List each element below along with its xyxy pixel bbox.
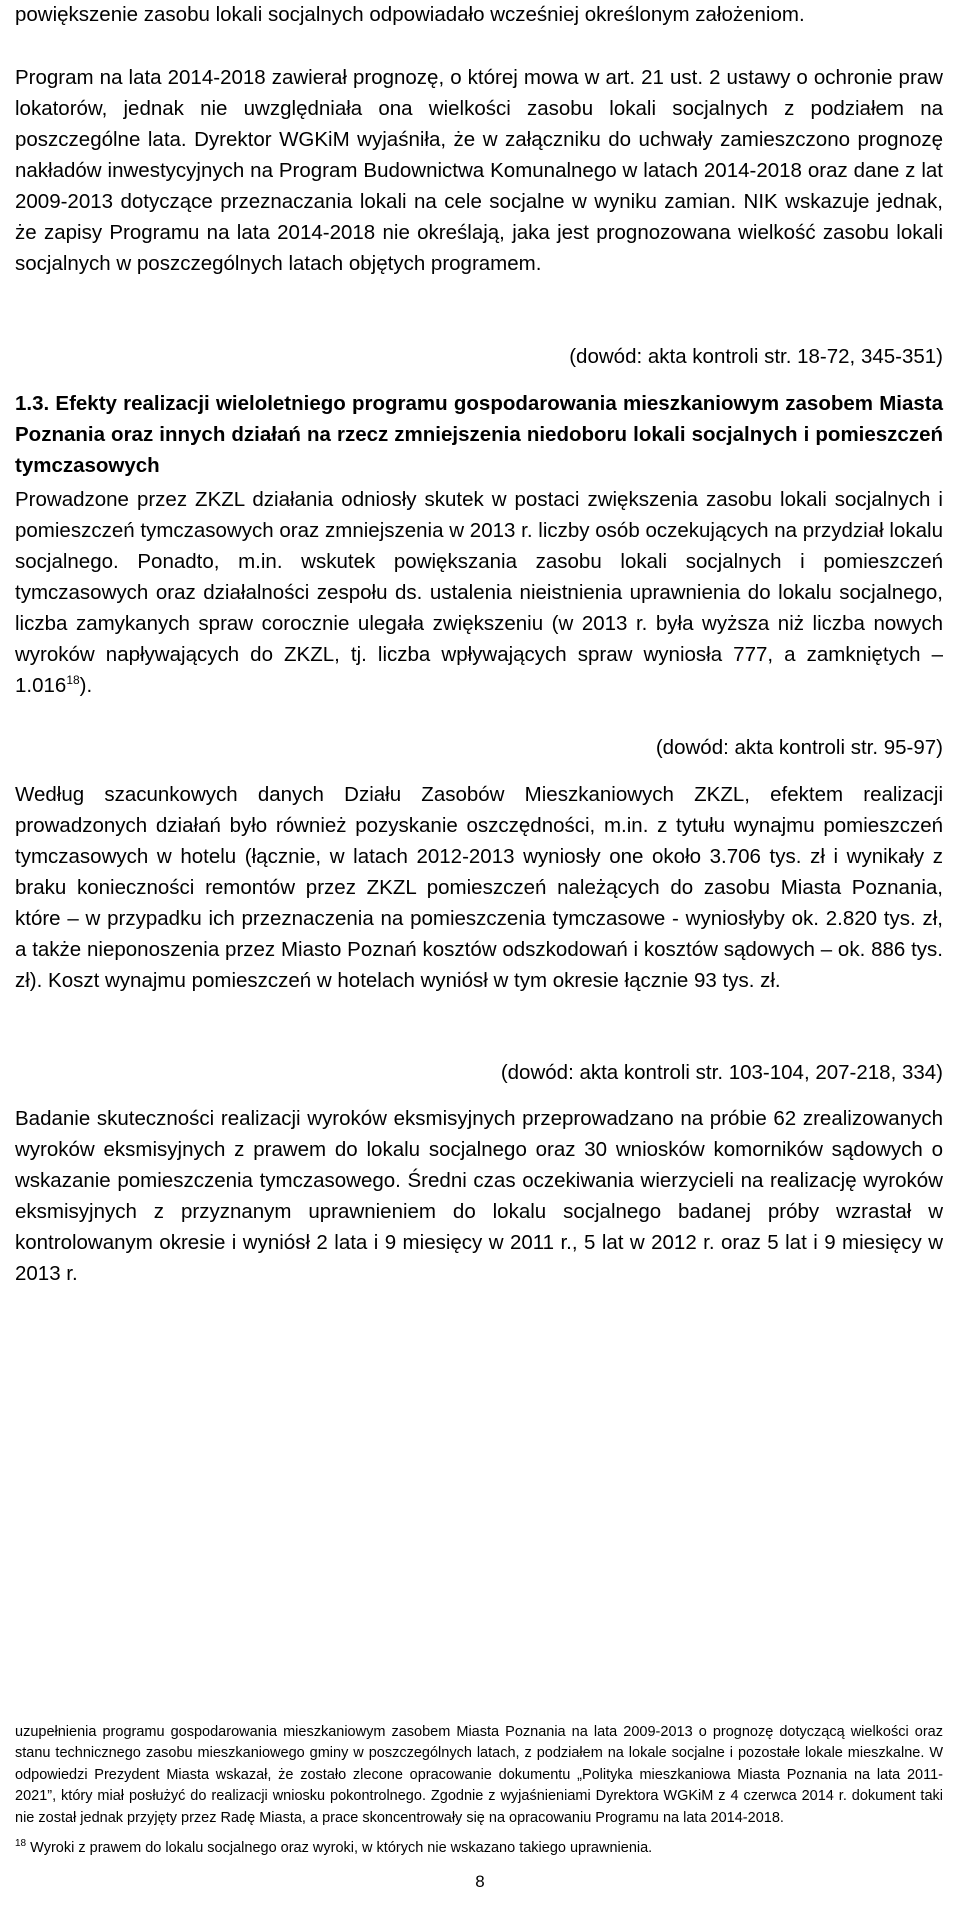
footnote-18-text: Wyroki z prawem do lokalu socjalnego oraz wyroki, w których nie wskazano takiego uprawnienia. <box>26 1840 653 1856</box>
paragraph-effects-text: Prowadzone przez ZKZL działania odniosły skutek w postaci zwiększenia zasobu lokali socjalnych i pomieszczeń tymczasowych oraz zmniejszenia w 2013 r. liczby osób oczekujących na przydział lokalu socjalnego. Ponadto, m.in. wskutek powiększania zasobu lokali socjalnych i pomieszczeń tymczasowych oraz działalności zespołu ds. ustalenia nieistnienia uprawnienia do lokalu socjalnego, liczba zamykanych spraw corocznie ulegała zwiększeniu (w 2013 r. była wyższa niż liczba nowych wyroków napływających do ZKZL, tj. liczba wpływających spraw wyniosła 777, a zamkniętych – 1.016 <box>15 488 943 697</box>
paragraph-continued: powiększenie zasobu lokali socjalnych odpowiadało wcześniej określonym założeniom. <box>15 3 805 26</box>
section-heading: 1.3. Efekty realizacji wieloletniego programu gospodarowania mieszkaniowym zasobem Miasta Poznania oraz innych działań na rzecz zmniejszenia niedoboru lokali socjalnych i pomieszczeń tymczasowych <box>15 392 943 477</box>
evidence-note-3: (dowód: akta kontroli str. 103-104, 207-218, 334) <box>500 1061 943 1084</box>
paragraph-savings: Według szacunkowych danych Działu Zasobów Mieszkaniowych ZKZL, efektem realizacji prowadzonych działań było również pozyskanie oszczędności, m.in. z tytułu wynajmu pomieszczeń tymczasowych w hotelu (łącznie, w latach 2012-2013 wyniosły one około 3.706 tys. zł i wynikały z braku konieczności remontów przez ZKZL pomieszczeń należących do zasobu Miasta Poznania, które – w przypadku ich przeznaczenia na pomieszczenia tymczasowe - wyniosłyby ok. 2.820 tys. zł, a także nieponoszenia przez Miasto Poznań kosztów odszkodowań i kosztów sądowych – ok. 886 tys. zł). Koszt wynajmu pomieszczeń w hotelach wyniósł w tym okresie łącznie 93 tys. zł. <box>15 783 943 992</box>
evidence-note-1: (dowód: akta kontroli str. 18-72, 345-351) <box>569 345 943 368</box>
footnote-18-number: 18 <box>15 1838 27 1850</box>
footnote-ref-18: 18 <box>66 673 80 688</box>
page-number: 8 <box>475 1872 485 1891</box>
footnote-continued: uzupełnienia programu gospodarowania mieszkaniowym zasobem Miasta Poznania na lata 2009-2013 o prognozę dotyczącą wielkości oraz stanu technicznego zasobu mieszkaniowego gminy w poszczególnych latach, z podziałem na lokale socjalne i pozostałe lokale mieszkalne. W odpowiedzi Prezydent Miasta wskazał, że zostało zlecone opracowanie dokumentu „Polityka mieszkaniowa Miasta Poznania na lata 2011-2021”, który miał posłużyć do realizacji wniosku pokontrolnego. Zgodnie z wyjaśnieniami Dyrektora WGKiM z 4 czerwca 2014 r. dokument taki nie został jednak przyjęty przez Radę Miasta, a prace skoncentrowały się na opracowaniu Programu na lata 2014-2018. <box>15 1724 943 1826</box>
paragraph-effects <box>15 484 943 701</box>
paragraph-program-prognosis: Program na lata 2014-2018 zawierał prognozę, o której mowa w art. 21 ust. 2 ustawy o ochronie praw lokatorów, jednak nie uwzględniała ona wielkości zasobu lokali socjalnych z podziałem na poszczególne lata. Dyrektor WGKiM wyjaśniła, że w załączniku do uchwały zamieszczono prognozę nakładów inwestycyjnych na Program Budownictwa Komunalnego w latach 2014-2018 oraz dane z lat 2009-2013 dotyczące przeznaczania lokali na cele socjalne w wyniku zamian. NIK wskazuje jednak, że zapisy Programu na lata 2014-2018 nie określają, jaka jest prognozowana wielkość zasobu lokali socjalnych w poszczególnych latach objętych programem. <box>15 66 943 275</box>
paragraph-evictions: Badanie skuteczności realizacji wyroków eksmisyjnych przeprowadzano na próbie 62 zrealizowanych wyroków eksmisyjnych z prawem do lokalu socjalnego oraz 30 wniosków komorników sądowych o wskazanie pomieszczenia tymczasowego. Średni czas oczekiwania wierzycieli na realizację wyroków eksmisyjnych z przyznanym uprawnieniem do lokalu socjalnego badanej próby wzrastał w kontrolowanym okresie i wyniósł 2 lata i 9 miesięcy w 2011 r., 5 lat w 2012 r. oraz 5 lat i 9 miesięcy w 2013 r. <box>15 1107 943 1285</box>
paragraph-effects-end: ). <box>79 674 93 697</box>
evidence-note-2: (dowód: akta kontroli str. 95-97) <box>655 736 943 759</box>
footnote-18 <box>15 1838 943 1859</box>
